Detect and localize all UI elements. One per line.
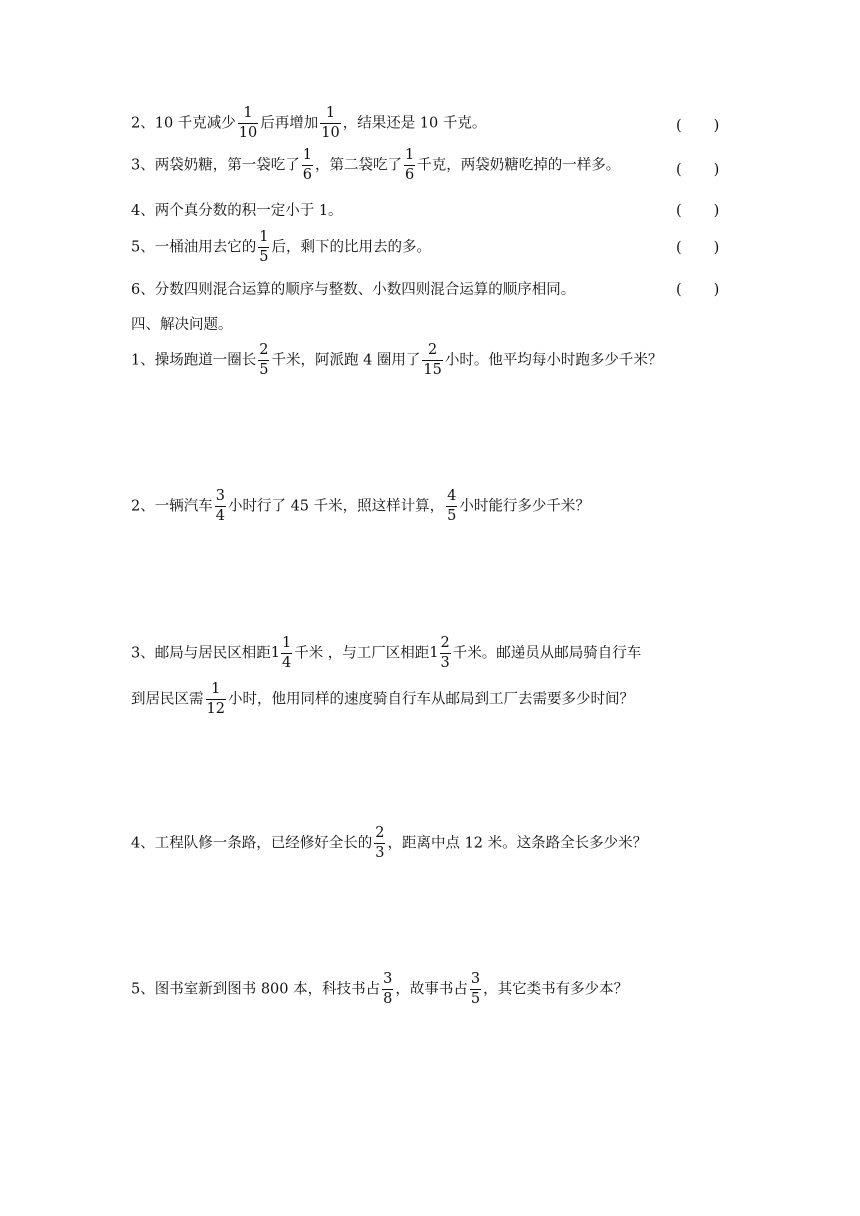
- fraction: [258, 230, 269, 265]
- denominator: 5: [470, 991, 481, 1008]
- numerator: 1: [404, 148, 415, 166]
- item-text: 小时。他平均每小时跑多少千米？: [444, 352, 663, 369]
- denominator: 5: [259, 249, 269, 266]
- problem-4: [131, 826, 647, 861]
- numerator: 3: [215, 489, 226, 507]
- answer-blank[interactable]: [676, 241, 719, 256]
- item-text: 小时行了 45 千米，照这样计算，: [227, 498, 445, 515]
- item-text: 千米 ，与工厂区相距: [294, 645, 430, 662]
- item-text: 千米。邮递员从邮局骑自行车: [452, 645, 642, 662]
- fraction: [238, 106, 258, 141]
- problem-1: [131, 343, 662, 378]
- mixed-whole: 1: [429, 645, 439, 662]
- item-text: 5、一桶油用去它的: [131, 239, 257, 256]
- fraction: [320, 106, 340, 141]
- numerator: 2: [374, 826, 385, 844]
- item-text: 到居民区需: [131, 691, 204, 708]
- item-text: 小时，他用同样的速度骑自行车从邮局到工厂去需要多少时间？: [227, 691, 634, 708]
- fraction: [258, 343, 269, 378]
- answer-blank[interactable]: [676, 204, 719, 219]
- item-text: ，故事书占: [395, 981, 468, 998]
- denominator: 4: [281, 655, 292, 672]
- fraction: [281, 636, 292, 671]
- item-text: 1、操场跑道一圈长: [131, 352, 257, 369]
- denominator: 5: [447, 508, 457, 525]
- numerator: 3: [470, 972, 481, 990]
- item-text: ，第二袋吃了: [314, 157, 402, 174]
- item-text: 3、邮局与居民区相距: [131, 645, 271, 662]
- item-text: 2、10 千克减少: [131, 115, 236, 132]
- item-text: 5、图书室新到图书 800 本，科技书占: [131, 981, 381, 998]
- paren-close: ): [713, 240, 720, 256]
- fraction: [404, 148, 415, 183]
- paren-close: ): [713, 162, 720, 178]
- item-text: 4、工程队修一条路，已经修好全长的: [131, 835, 373, 852]
- numerator: 1: [320, 106, 340, 124]
- paren-open: (: [676, 203, 682, 219]
- section-title: 四、解决问题。: [131, 317, 233, 333]
- paren-open: (: [676, 118, 682, 134]
- numerator: 3: [382, 972, 393, 990]
- numerator: 1: [238, 106, 258, 124]
- denominator: 10: [321, 125, 340, 142]
- judgment-item-5: [131, 230, 431, 265]
- answer-blank[interactable]: [676, 283, 719, 298]
- paren-close: ): [713, 282, 720, 298]
- numerator: 1: [281, 636, 292, 654]
- mixed-whole: 1: [270, 645, 280, 662]
- denominator: 4: [215, 508, 225, 525]
- paren-close: ): [713, 203, 720, 219]
- numerator: 1: [302, 148, 313, 166]
- fraction: [422, 343, 442, 378]
- numerator: 4: [446, 489, 457, 507]
- item-text: ，结果还是 10 千克。: [342, 115, 487, 132]
- denominator: 5: [259, 362, 269, 379]
- problem-5: [131, 972, 628, 1007]
- fraction: [382, 972, 393, 1007]
- denominator: 6: [404, 167, 415, 184]
- fraction: [446, 489, 457, 524]
- numerator: 2: [440, 636, 451, 654]
- item-text: 2、一辆汽车: [131, 498, 213, 515]
- fraction: [470, 972, 481, 1007]
- item-text: 3、两袋奶糖，第一袋吃了: [131, 157, 300, 174]
- numerator: 2: [258, 343, 269, 361]
- answer-blank[interactable]: [676, 119, 719, 134]
- item-text: 千克，两袋奶糖吃掉的一样多。: [417, 157, 621, 174]
- item-text: 4、两个真分数的积一定小于 1。: [131, 203, 343, 219]
- judgment-item-3: [131, 148, 620, 183]
- numerator: 2: [422, 343, 442, 361]
- denominator: 6: [302, 167, 312, 184]
- denominator: 15: [423, 362, 442, 379]
- judgment-item-6: [131, 283, 575, 298]
- paren-open: (: [676, 240, 682, 256]
- item-text: ，距离中点 12 米。这条路全长多少米？: [387, 835, 648, 852]
- item-text: 小时能行多少千米？: [459, 498, 590, 515]
- paren-open: (: [676, 282, 682, 298]
- judgment-item-4: [131, 204, 343, 219]
- fraction: [206, 682, 226, 717]
- denominator: 3: [375, 845, 385, 862]
- paren-close: ): [713, 118, 720, 134]
- judgment-item-2: [131, 106, 486, 141]
- item-text: 后，剩下的比用去的多。: [271, 239, 431, 256]
- problem-3-continued: [131, 682, 634, 717]
- problem-2: [131, 489, 590, 524]
- item-text: 后再增加: [260, 115, 319, 132]
- item-text: ，其它类书有多少本？: [483, 981, 629, 998]
- numerator: 1: [206, 682, 226, 700]
- item-text: 千米，阿派跑 4 圈用了: [271, 352, 421, 369]
- fraction: [440, 636, 451, 671]
- denominator: 12: [206, 701, 225, 718]
- numerator: 1: [258, 230, 269, 248]
- fraction: [302, 148, 313, 183]
- item-text: 6、分数四则混合运算的顺序与整数、小数四则混合运算的顺序相同。: [131, 282, 576, 298]
- fraction: [374, 826, 385, 861]
- denominator: 8: [383, 991, 393, 1008]
- answer-blank[interactable]: [676, 163, 719, 178]
- fraction: [215, 489, 226, 524]
- denominator: 10: [238, 125, 258, 142]
- denominator: 3: [440, 655, 450, 672]
- problem-3: [131, 636, 641, 671]
- paren-open: (: [676, 162, 682, 178]
